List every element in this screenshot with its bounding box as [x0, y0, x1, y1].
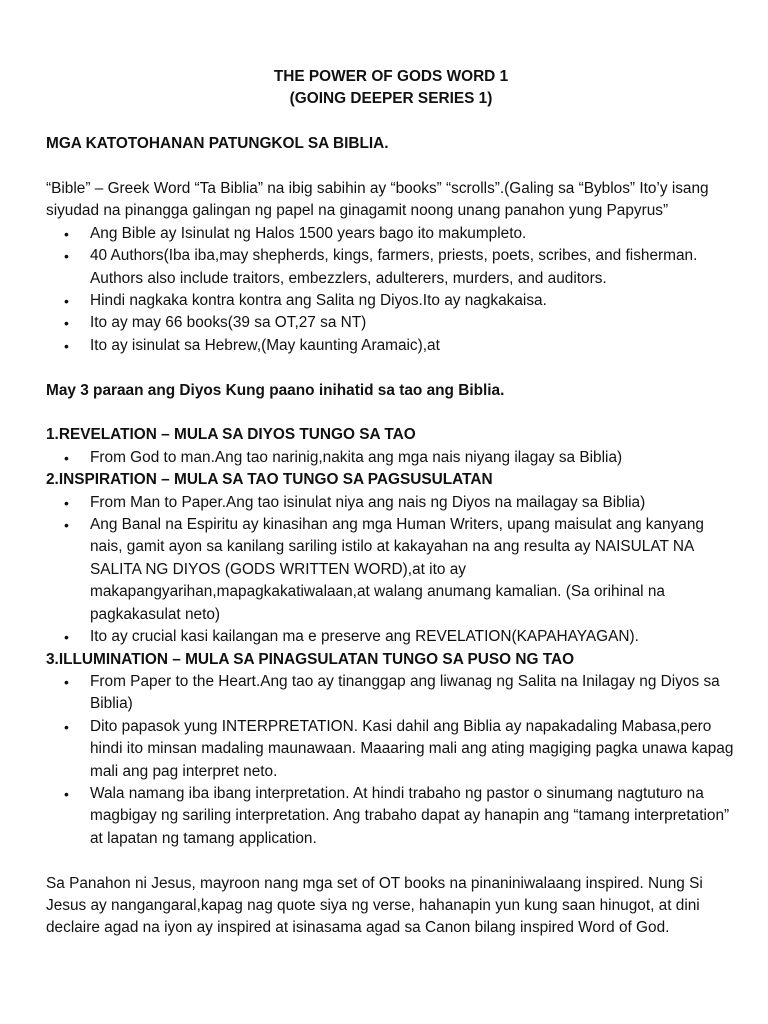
bullet-icon: • — [64, 673, 69, 690]
list-item-text: Ang Bible ay Isinulat ng Halos 1500 years bago ito makumpleto. — [90, 224, 527, 242]
list-item-text: Ito ay crucial kasi kailangan ma e preserve ang REVELATION(KAPAHAYAGAN). — [90, 628, 639, 646]
list-item-text: From God to man.Ang tao narinig,nakita ang mga nais niyang ilagay sa Biblia) — [90, 448, 623, 466]
list-item-text: Wala namang iba ibang interpretation. At hindi trabaho ng pastor o sinumang nagtuturo na magbigay ng sariling interpretation. Ang trabaho dapat ay hanapin ang “tamang interpretation” at lapatan ng tamang application. — [90, 784, 730, 847]
spacer — [46, 402, 736, 424]
list-item — [46, 223, 736, 245]
inspiration-heading: 2.INSPIRATION – MULA SA TAO TUNGO SA PAGSUSULATAN — [46, 471, 493, 489]
revelation-list — [46, 447, 736, 469]
revelation-heading: 1.REVELATION – MULA SA DIYOS TUNGO SA TAO — [46, 426, 416, 444]
bullet-icon: • — [64, 248, 69, 265]
facts-list — [46, 223, 736, 357]
bullet-icon: • — [64, 517, 69, 534]
bullet-icon: • — [64, 293, 69, 310]
bullet-icon: • — [64, 225, 69, 242]
bullet-icon: • — [64, 718, 69, 735]
intro-paragraph: “Bible” – Greek Word “Ta Biblia” na ibig sabihin ay “books” “scrolls”.(Galing sa “Byblos” Ito’y isang siyudad na pinangga galingan ng papel na ginagamit noong unang panahon yung Papyrus” — [46, 180, 709, 220]
document-title: THE POWER OF GODS WORD 1 — [273, 68, 509, 85]
bullet-icon: • — [64, 494, 69, 511]
list-item — [46, 492, 736, 514]
list-item-text: Ito ay may 66 books(39 sa OT,27 sa NT) — [90, 314, 367, 332]
illumination-list — [46, 671, 736, 850]
list-item-text: Ang Banal na Espiritu ay kinasihan ang mga Human Writers, upang maisulat ang kanyang nais, gamit ayon sa kanilang sariling istilo at kakayahan na ang resulta ay NAISULAT NA SALITA NG DIYOS (GODS WRITTEN WORD),at ito ay makapangyarihan,mapagkakatiwalaan,at walang anumang kamalian. (Sa orihinal na pagkakasulat neto) — [90, 516, 704, 623]
document-page — [46, 66, 736, 940]
bullet-icon: • — [64, 315, 69, 332]
spacer — [46, 357, 736, 379]
list-item — [46, 671, 736, 716]
list-item-text: 40 Authors(Iba iba,may shepherds, kings, farmers, priests, poets, scribes, and fisherman. Authors also include traitors, embezzlers, adulterers, murders, and auditors. — [90, 247, 698, 287]
spacer — [46, 850, 736, 872]
list-item-text: From Paper to the Heart.Ang tao ay tinanggap ang liwanag ng Salita na Inilagay ng Diyos sa Biblia) — [90, 672, 720, 713]
list-item-text: Ito ay isinulat sa Hebrew,(May kaunting Aramaic),at — [90, 336, 440, 354]
list-item-text: Hindi nagkaka kontra kontra ang Salita ng Diyos.Ito ay nagkakaisa. — [90, 292, 547, 310]
bullet-icon: • — [64, 785, 69, 802]
document-subtitle: (GOING DEEPER SERIES 1) — [289, 90, 493, 108]
bullet-icon: • — [64, 337, 69, 354]
list-item — [46, 626, 736, 648]
spacer — [46, 156, 736, 178]
list-item — [46, 335, 736, 357]
list-item — [46, 783, 736, 850]
list-item-text: From Man to Paper.Ang tao isinulat niya ang nais ng Diyos na mailagay sa Biblia) — [90, 493, 646, 511]
closing-paragraph: Sa Panahon ni Jesus, mayroon nang mga set of OT books na pinaniniwalaang inspired. Nung Si Jesus ay nangangaral,kapag nag quote siya ng verse, hahanapin yun kung saan hinugot, at dini declaire agad na iyon ay inspired at isinasama agad sa Canon bilang inspired Word of God. — [46, 874, 703, 937]
list-item — [46, 245, 736, 290]
spacer — [46, 111, 736, 133]
list-item — [46, 290, 736, 312]
section-heading: MGA KATOTOHANAN PATUNGKOL SA BIBLIA. — [46, 135, 389, 153]
list-item — [46, 447, 736, 469]
ways-heading: May 3 paraan ang Diyos Kung paano inihatid sa tao ang Biblia. — [46, 381, 505, 399]
list-item — [46, 514, 736, 626]
bullet-icon: • — [64, 449, 69, 466]
list-item — [46, 716, 736, 783]
bullet-icon: • — [64, 629, 69, 646]
illumination-heading: 3.ILLUMINATION – MULA SA PINAGSULATAN TUNGO SA PUSO NG TAO — [46, 650, 575, 668]
list-item-text: Dito papasok yung INTERPRETATION. Kasi dahil ang Biblia ay napakadaling Mabasa,pero hindi ito minsan madaling maunawaan. Maaaring mali ang ating magiging pagka unawa kapag mali ang pag interpret neto. — [90, 717, 734, 780]
inspiration-list — [46, 492, 736, 649]
list-item — [46, 312, 736, 334]
